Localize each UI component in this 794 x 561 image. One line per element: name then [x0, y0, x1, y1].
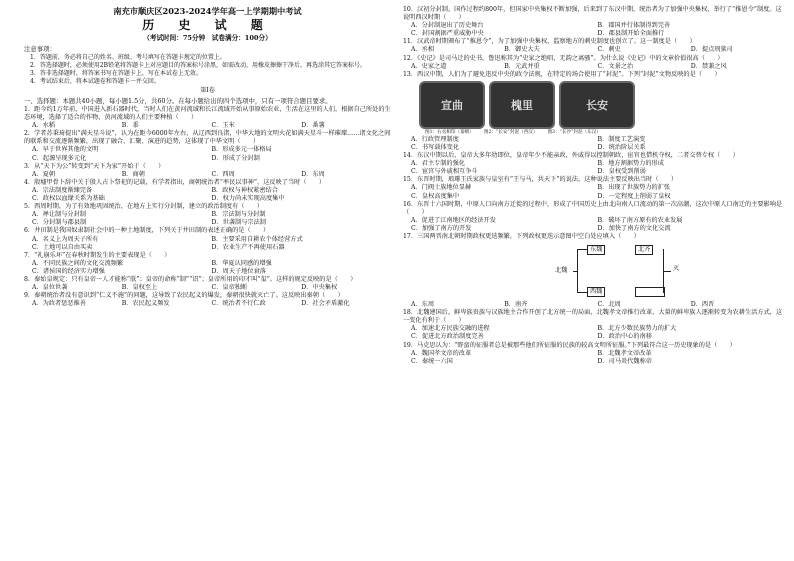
- option: B．宗法制与分封制: [211, 211, 266, 219]
- option: B．制度工艺演变: [597, 135, 646, 143]
- option: A．夏朝: [32, 170, 56, 178]
- option: D．统治阶层关系: [597, 143, 646, 151]
- diagram-line: [577, 292, 587, 293]
- notes-heading: 注意事项：: [24, 45, 56, 53]
- option: C．统治者不行仁政: [211, 300, 266, 308]
- question-options: [403, 46, 784, 54]
- diagram-line: [577, 249, 578, 293]
- option: D．郡县制开始全面推行: [597, 30, 665, 38]
- option: C．促进北方政治制度完善: [411, 333, 484, 341]
- question-item: [24, 130, 391, 162]
- question-stem: 15．东晋时期，琅琊王氏家族与皇室有“王与马，共天下”的说法。这种说法主要反映出当时（ ）: [403, 176, 678, 184]
- diagram-top: 东魏: [587, 245, 605, 255]
- question-options: [24, 236, 391, 252]
- option: A．丞相: [411, 46, 435, 54]
- option: D．皇权受到削弱: [597, 168, 646, 176]
- option: A．分封制退出了历史舞台: [411, 22, 484, 30]
- question-item: [403, 71, 784, 152]
- question-options: [24, 171, 391, 179]
- figure-caption: 图3：“长沙”封泥（东汉）: [547, 129, 601, 135]
- option: B．主要采用自耕农个体经营方式: [211, 235, 303, 243]
- option: D．司马炎代魏称帝: [597, 357, 652, 365]
- question-stem: 19．马克思认为：“野蛮的征服者总是被那些他们所征服的民族的较高文明所征服。”下列最符合这一历史现象的是（ ）: [403, 341, 736, 349]
- option: C．分封制与郡县制: [32, 219, 87, 227]
- right-questions: [403, 6, 784, 366]
- option: B．华夏认同感的增强: [211, 259, 272, 267]
- option: C．文景之治: [597, 62, 634, 70]
- option: C．皇权高度集中: [411, 192, 460, 200]
- option: D．权力尚未实现高度集中: [211, 195, 285, 203]
- subject-title: 历 史 试 题: [142, 18, 273, 32]
- question-options: [403, 63, 784, 71]
- option: B．黍: [121, 122, 139, 130]
- option: D．周天子地位衰落: [211, 267, 266, 275]
- question-item: [403, 152, 784, 176]
- question-options: [24, 284, 391, 292]
- option: B．郡国并行体制得到完善: [597, 22, 671, 30]
- option: B．御史大夫: [504, 46, 540, 54]
- question-item: [24, 163, 391, 179]
- option: C．北周: [597, 301, 621, 309]
- option: A．宗法制度渐臻完备: [32, 186, 93, 194]
- figure-13: [419, 81, 784, 129]
- question-options: [403, 350, 784, 366]
- exam-info: （考试时间：75分钟 试卷满分：100分）: [143, 34, 272, 42]
- option: C．起源呈现多元化: [32, 154, 87, 162]
- note-item: 1．答题前，务必将自己的姓名、班级、考号填写在答题卡规定的位置上。: [30, 53, 226, 61]
- option: B．北魏孝文帝改革: [597, 349, 652, 357]
- right-column: [397, 0, 794, 561]
- option: D．东周: [301, 170, 325, 178]
- option: A．东周: [411, 301, 435, 309]
- question-options: [24, 146, 391, 162]
- option: B．农民起义频发: [121, 300, 170, 308]
- diagram-right-blank: 灭: [673, 265, 680, 273]
- question-item: [24, 179, 391, 203]
- option: A．加速北方民族交融的进程: [411, 325, 490, 333]
- option: A．门阀士族地位显赫: [411, 184, 472, 192]
- question-options: [24, 211, 391, 227]
- question-stem: 3．从“天下为公”转变到“天下为家”开始于（ ）: [24, 162, 165, 170]
- option: B．北方少数民族势力的扩大: [597, 325, 677, 333]
- question-stem: 7．“礼崩乐坏”在春秋时期发生的主要表现是（ ）: [24, 251, 171, 259]
- question-stem: 2．学者苏秉琦提出“满天星斗说”，认为在距今6000年左右，从辽西到良渚，中华大地的文明火花如满天星斗一样璀璨……诸文化之间的联系和交流逐渐频繁，出现了融合、汇聚、演进的趋势，这体现了中华文明（ ）: [24, 130, 391, 146]
- diagram-mid: 北魏: [555, 267, 568, 275]
- note-item: 4．考试结束后，将本试题卷和答题卡一并交回。: [30, 78, 160, 86]
- question-stem: 12．《史记》是司马迁的史书，鲁迅称其为“史家之绝唱，无韵之离骚”。为什么说《史记》中的文章价值很高（ ）: [403, 54, 724, 62]
- left-questions: [24, 106, 391, 308]
- note-item: 2．答选择题时，必须使用2B铅笔将答题卡上对应题目的答案标号涂黑，如需改动，用橡皮擦擦干净后，再选涂其它答案标号。: [30, 61, 367, 69]
- option: B．破坏了南方原有的农业发展: [597, 216, 683, 224]
- diagram-17: [553, 243, 693, 301]
- option: A．名义上为周天子所有: [32, 235, 99, 243]
- option: A．为政者惩恶推善: [32, 300, 86, 308]
- question-item: [24, 106, 391, 130]
- question-stem: 8．秦始皇规定：只有皇帝一人才能称“朕”；皇帝的命称“制”“诏”；皇帝所用的印才叫“玺”。这样的规定反映的是（ ）: [24, 275, 357, 283]
- question-stem: 13．西汉中期，人们为了避免违反中央的政令法规，在特定的场合使用了“封泥”。下列“封泥”文物反映的是（ ）: [403, 70, 721, 78]
- option: B．南齐: [504, 301, 528, 309]
- option: D．禁兼之风: [690, 62, 727, 70]
- diagram-blank: [635, 287, 665, 297]
- option: B．皇权至上: [121, 284, 158, 292]
- question-item: [403, 6, 784, 38]
- question-options: [24, 187, 391, 203]
- question-stem: 1．距今约1万年前，中国进入新石器时代，当时人们在黄河流域和长江流域开始从事原始农业，生活在这里的人们，根据自己所处的生态环境，选择了适合的作物，黄河流域的人们主要种植（ ）: [24, 106, 391, 122]
- option: D．世袭制与宗法制: [211, 219, 266, 227]
- question-stem: 18．北魏建国后，鲜卑族贵族与汉族地主合作开创了北方统一的局面，北魏孝文帝推行改革，大量的鲜卑族人逐渐转变为农耕生活方式，这一变化有利于（ ）: [403, 309, 783, 325]
- question-options: [403, 217, 784, 233]
- question-item: [403, 309, 784, 341]
- option: C．皇帝独断: [211, 284, 248, 292]
- option: A．促进了江南地区的经济开发: [411, 216, 496, 224]
- question-item: [24, 227, 391, 251]
- figure-captions: [425, 129, 784, 136]
- option: D．加快了南方的文化交流: [597, 224, 671, 232]
- question-options: [24, 300, 391, 308]
- diagram-bottom: 西魏: [587, 287, 605, 297]
- question-item: [403, 55, 784, 71]
- option: D．中央集权: [301, 284, 338, 292]
- question-options: [403, 325, 784, 341]
- option: D．政治中心的南移: [597, 333, 652, 341]
- question-item: [403, 342, 784, 366]
- note-item: 3．答非选择题时，将答案书写在答题卡上，写在本试卷上无效。: [30, 70, 202, 77]
- option: C．土地可以自由买卖: [32, 243, 93, 251]
- option: C．政权以血缘关系为基础: [32, 195, 105, 203]
- option: D．番薯: [301, 122, 325, 130]
- question-stem: 4．殷墟甲骨卜辞中关于殷人占卜祭祀的记载，有学者指出，商朝统治者“率民以事神”，这反映了当时（ ）: [24, 178, 326, 186]
- exam-title: 南充市顺庆区2023-2024学年高一上学期期中考试: [113, 6, 302, 16]
- option: D．一定程度上削弱了皇权: [597, 192, 671, 200]
- question-options: [403, 136, 784, 152]
- option: A．禅让制与分封制: [32, 211, 86, 219]
- part-label: 第Ⅰ卷: [200, 87, 215, 95]
- option: C．西周: [211, 170, 235, 178]
- option: B．政权与神权紧密结合: [211, 186, 278, 194]
- question-options: [403, 301, 784, 309]
- question-options: [24, 260, 391, 276]
- option: C．刺史: [597, 46, 621, 54]
- option: D．西晋: [690, 301, 715, 309]
- question-stem: 14．东汉中期以后，皇帝大多年幼即位，皇帝年少不能亲政，外戚得以控制朝政，宦官也借机夺权，二者交替专权（ ）: [403, 152, 739, 160]
- option: A．魏国孝文帝的改革: [411, 349, 472, 357]
- question-stem: 16．东晋十六国时期，中原人口向南方迁徙的过程中，形成了中国历史上由北向南人口流动的第一次高潮，这次中原人口南迁的主要影响是（ ）: [403, 200, 783, 216]
- option: D．农业生产不再使用石器: [211, 243, 285, 251]
- option: B．形成多元一体格局: [211, 146, 272, 154]
- section-title: 一、选择题：本题共40小题，每小题1.5分，共60分。在每小题给出的四个选项中，只有一项符合题目要求。: [24, 97, 332, 106]
- question-stem: 11．汉武帝时期颁布了“推恩令”，为了加强中央集权，监察地方的刺史制度也创立了。这一制度是（ ）: [403, 38, 696, 46]
- question-stem: 17．三国两晋南北朝时期政权更迭频繁，下列政权更迭示意图中空白处应填入（ ）: [403, 232, 640, 240]
- notes-list: [24, 54, 391, 87]
- question-stem: 5．西周时期，为了有效地巩固统治，在地方上实行分封制，建立的政治制度有（ ）: [24, 203, 264, 211]
- option: A．君主专制的强化: [411, 160, 465, 168]
- option: D．社会矛盾激化: [301, 300, 350, 308]
- option: C．玉米: [211, 122, 235, 130]
- option: B．地方割据势力的形成: [597, 160, 664, 168]
- question-stem: 6．井田制是我国奴隶制社会中的一种土地制度，下列关于井田制的表述正确的是（ ）: [24, 227, 270, 235]
- option: B．元武并重: [504, 62, 540, 70]
- question-stem: 10．汉初分封制，国作过程约800年，但国家中央集权不断加强，后来到了东汉中期，统治者为了加强中央集权，举行了“推恩令”制度。这说明西汉时期（ ）: [403, 6, 782, 22]
- option: C．加强了南方的开发: [411, 224, 472, 232]
- seal-image: 长安: [559, 81, 635, 129]
- question-item: [24, 276, 391, 292]
- option: C．书写载体变化: [411, 143, 460, 151]
- option: C．宦官与外戚相互争斗: [411, 168, 478, 176]
- option: B．商朝: [121, 170, 145, 178]
- diagram-line: [663, 271, 671, 272]
- question-item: [403, 233, 784, 309]
- diagram-line: [577, 249, 587, 250]
- option: C．秦统一六国: [411, 357, 453, 365]
- option: A．行政管理制度: [411, 135, 459, 143]
- option: D．形成了分封制: [211, 154, 260, 162]
- question-item: [403, 176, 784, 200]
- question-options: [403, 160, 784, 176]
- option: A．皇位世袭: [32, 284, 68, 292]
- question-options: [403, 22, 784, 38]
- seal-image: 槐里: [489, 81, 555, 129]
- question-item: [24, 252, 391, 276]
- question-item: [24, 292, 391, 308]
- question-item: [403, 38, 784, 54]
- option: A．史家之道: [411, 62, 447, 70]
- diagram-line: [573, 271, 577, 272]
- figure-caption: 图1：右丞相印（秦朝）: [425, 129, 474, 135]
- question-stem: 9．秦朝统治者没有意识到“仁义不施”的问题，这导致了农民起义的爆发，秦朝很快就灭亡了。这反映出秦朝（ ）: [24, 292, 344, 300]
- option: C．诸侯国的经济实力增强: [32, 267, 105, 275]
- option: D．提点刑狱司: [690, 46, 733, 54]
- option: B．出现了世族势力的扩张: [597, 184, 671, 192]
- figure-caption: 图2：“长安”封泥（西汉）: [483, 129, 538, 135]
- question-item: [403, 201, 784, 233]
- option: A．早于世界其他的文明: [32, 146, 99, 154]
- seal-image: 宣曲: [419, 81, 485, 129]
- diagram-top-right: 北齐: [635, 245, 653, 255]
- option: C．封国割据严重威胁中央: [411, 30, 484, 38]
- option: A．不同民族之间的文化交流频繁: [32, 259, 124, 267]
- option: A．水稻: [32, 122, 56, 130]
- question-item: [24, 203, 391, 227]
- question-options: [403, 184, 784, 200]
